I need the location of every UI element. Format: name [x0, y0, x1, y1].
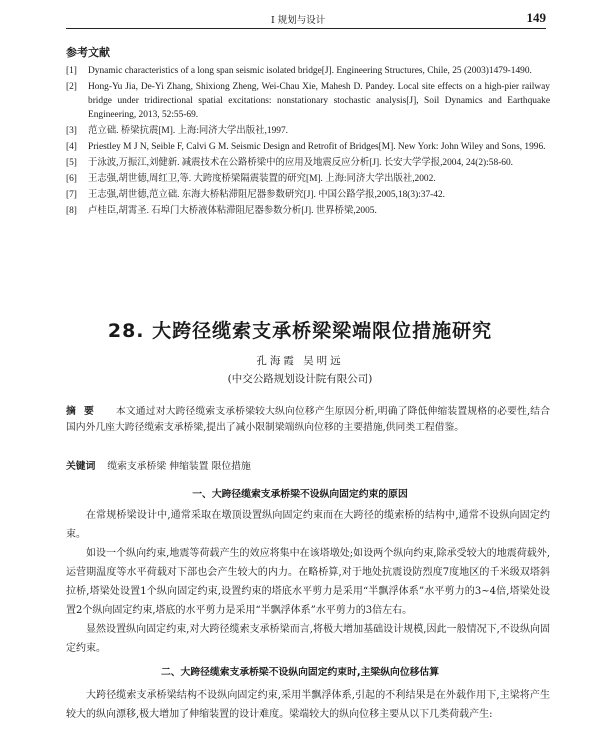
- reference-number: [3]: [66, 126, 77, 136]
- article-authors: 孔海霞 吴明远: [256, 355, 344, 367]
- references-title: 参考文献: [66, 46, 110, 59]
- reference-number: [1]: [66, 66, 77, 76]
- reference-text: Priestley M J N, Seible F, Calvi G M. Seismic Design and Retrofit of Bridges[M]. New York: John Wiley and Sons, 1996.: [88, 142, 546, 152]
- reference-text: 王志强,胡世德,范立础. 东海大桥粘滞阻尼器参数研究[J]. 中国公路学报,2005,18(3):37-42.: [88, 190, 446, 200]
- body-paragraph: 大跨径缆索支承桥梁结构不设纵向固定约束,采用半飘浮体系,引起的不利结果是在外载作用下,主梁将产生较大的纵向漂移,极大增加了伸缩装置的设计难度。梁端较大的纵向位移主要从以下几类荷载产生:: [66, 690, 550, 720]
- article-title: 28. 大跨径缆索支承桥梁梁端限位措施研究: [107, 320, 493, 342]
- reference-list: [66, 64, 550, 220]
- header-rule: [66, 28, 546, 29]
- keywords-label: 关键词: [66, 461, 96, 472]
- reference-item: [66, 156, 550, 170]
- abstract-label: 摘要: [66, 406, 102, 417]
- reference-item: [66, 64, 550, 78]
- body-paragraph: 在常规桥梁设计中,通常采取在墩顶设置纵向固定约束而在大跨径的缆索桥的结构中,通常不设纵向固定约束。: [66, 510, 550, 540]
- reference-number: [5]: [66, 158, 77, 168]
- body-paragraph: 显然设置纵向固定约束,对大跨径缆索支承桥梁而言,将极大增加基础设计规模,因此一般情况下,不设纵向固定约束。: [66, 624, 550, 654]
- section-heading-2: 二、大跨径缆索支承桥梁不设纵向固定约束时,主梁纵向位移估算: [160, 667, 440, 678]
- keywords: [66, 458, 550, 472]
- running-header: [66, 12, 546, 28]
- abstract-text: 本文通过对大跨径缆索支承桥梁较大纵向位移产生原因分析,明确了降低伸缩装置规格的必要性,结合国内外几座大跨径缆索支承桥梁,提出了减小限制梁端纵向位移的主要措施,供同类工程借鉴。: [66, 406, 551, 433]
- reference-number: [8]: [66, 206, 77, 216]
- reference-text: 范立础. 桥梁抗震[M]. 上海:同济大学出版社,1997.: [88, 126, 288, 136]
- reference-text: 卢桂臣,胡霄圣. 石埠门大桥液体粘滞阻尼器参数分析[J]. 世界桥梁,2005.: [88, 206, 377, 216]
- section-heading-1: 一、大跨径缆索支承桥梁不设纵向固定约束的原因: [192, 489, 408, 500]
- reference-text: Dynamic characteristics of a long span seismic isolated bridge[J]. Engineering Structures, Chile, 25 (2003)1479-1490.: [88, 66, 532, 76]
- reference-item: [66, 204, 550, 218]
- reference-text: 于泳波,万振江,刘健新. 减震技术在公路桥梁中的应用及地震反应分析[J]. 长安大学学报,2004, 24(2):58-60.: [88, 158, 513, 168]
- reference-number: [2]: [66, 82, 77, 92]
- reference-number: [6]: [66, 174, 77, 184]
- abstract: [66, 404, 550, 436]
- reference-text: Hong-Yu Jia, De-Yi Zhang, Shixiong Zheng, Wei-Chau Xie, Mahesh D. Pandey. Local site effects on a high-pier railway bridge under tridirectional spatial excitations: nonstationary stochastic analysis[J], Soil Dynamics and Earthquake Engineering, 2013, 52:55-69.: [88, 82, 550, 120]
- reference-number: [4]: [66, 142, 77, 152]
- reference-item: [66, 124, 550, 138]
- reference-text: 王志强,胡世德,周红卫,等. 大跨度桥梁隔震装置的研究[M]. 上海:同济大学出版社,2002.: [88, 174, 436, 184]
- keywords-text: 缆索支承桥梁 伸缩装置 限位措施: [107, 461, 251, 472]
- reference-item: [66, 172, 550, 186]
- header-section: Ⅰ 规划与设计: [271, 15, 326, 26]
- page-number: 149: [526, 10, 546, 25]
- reference-number: [7]: [66, 190, 77, 200]
- reference-item: [66, 80, 550, 122]
- article-affiliation: (中交公路规划设计院有限公司): [227, 373, 373, 385]
- body-paragraph: 如设一个纵向约束,地震等荷载产生的效应将集中在该塔墩处;如设两个纵向约束,除承受较大的地震荷载外,运营期温度等水平荷载对下部也会产生较大的内力。在略桥算,对于地处抗震设防烈度7度地区的千米级双塔斜拉桥,塔梁处设置1个纵向固定约束,设置约束的塔底水平剪力是采用“半飘浮体系”水平剪力的3~4倍,塔梁处设置2个纵向固定约束,塔底的水平剪力是采用“半飘浮体系”水平剪力的3倍左右。: [66, 548, 550, 616]
- reference-item: [66, 188, 550, 202]
- reference-item: [66, 140, 550, 154]
